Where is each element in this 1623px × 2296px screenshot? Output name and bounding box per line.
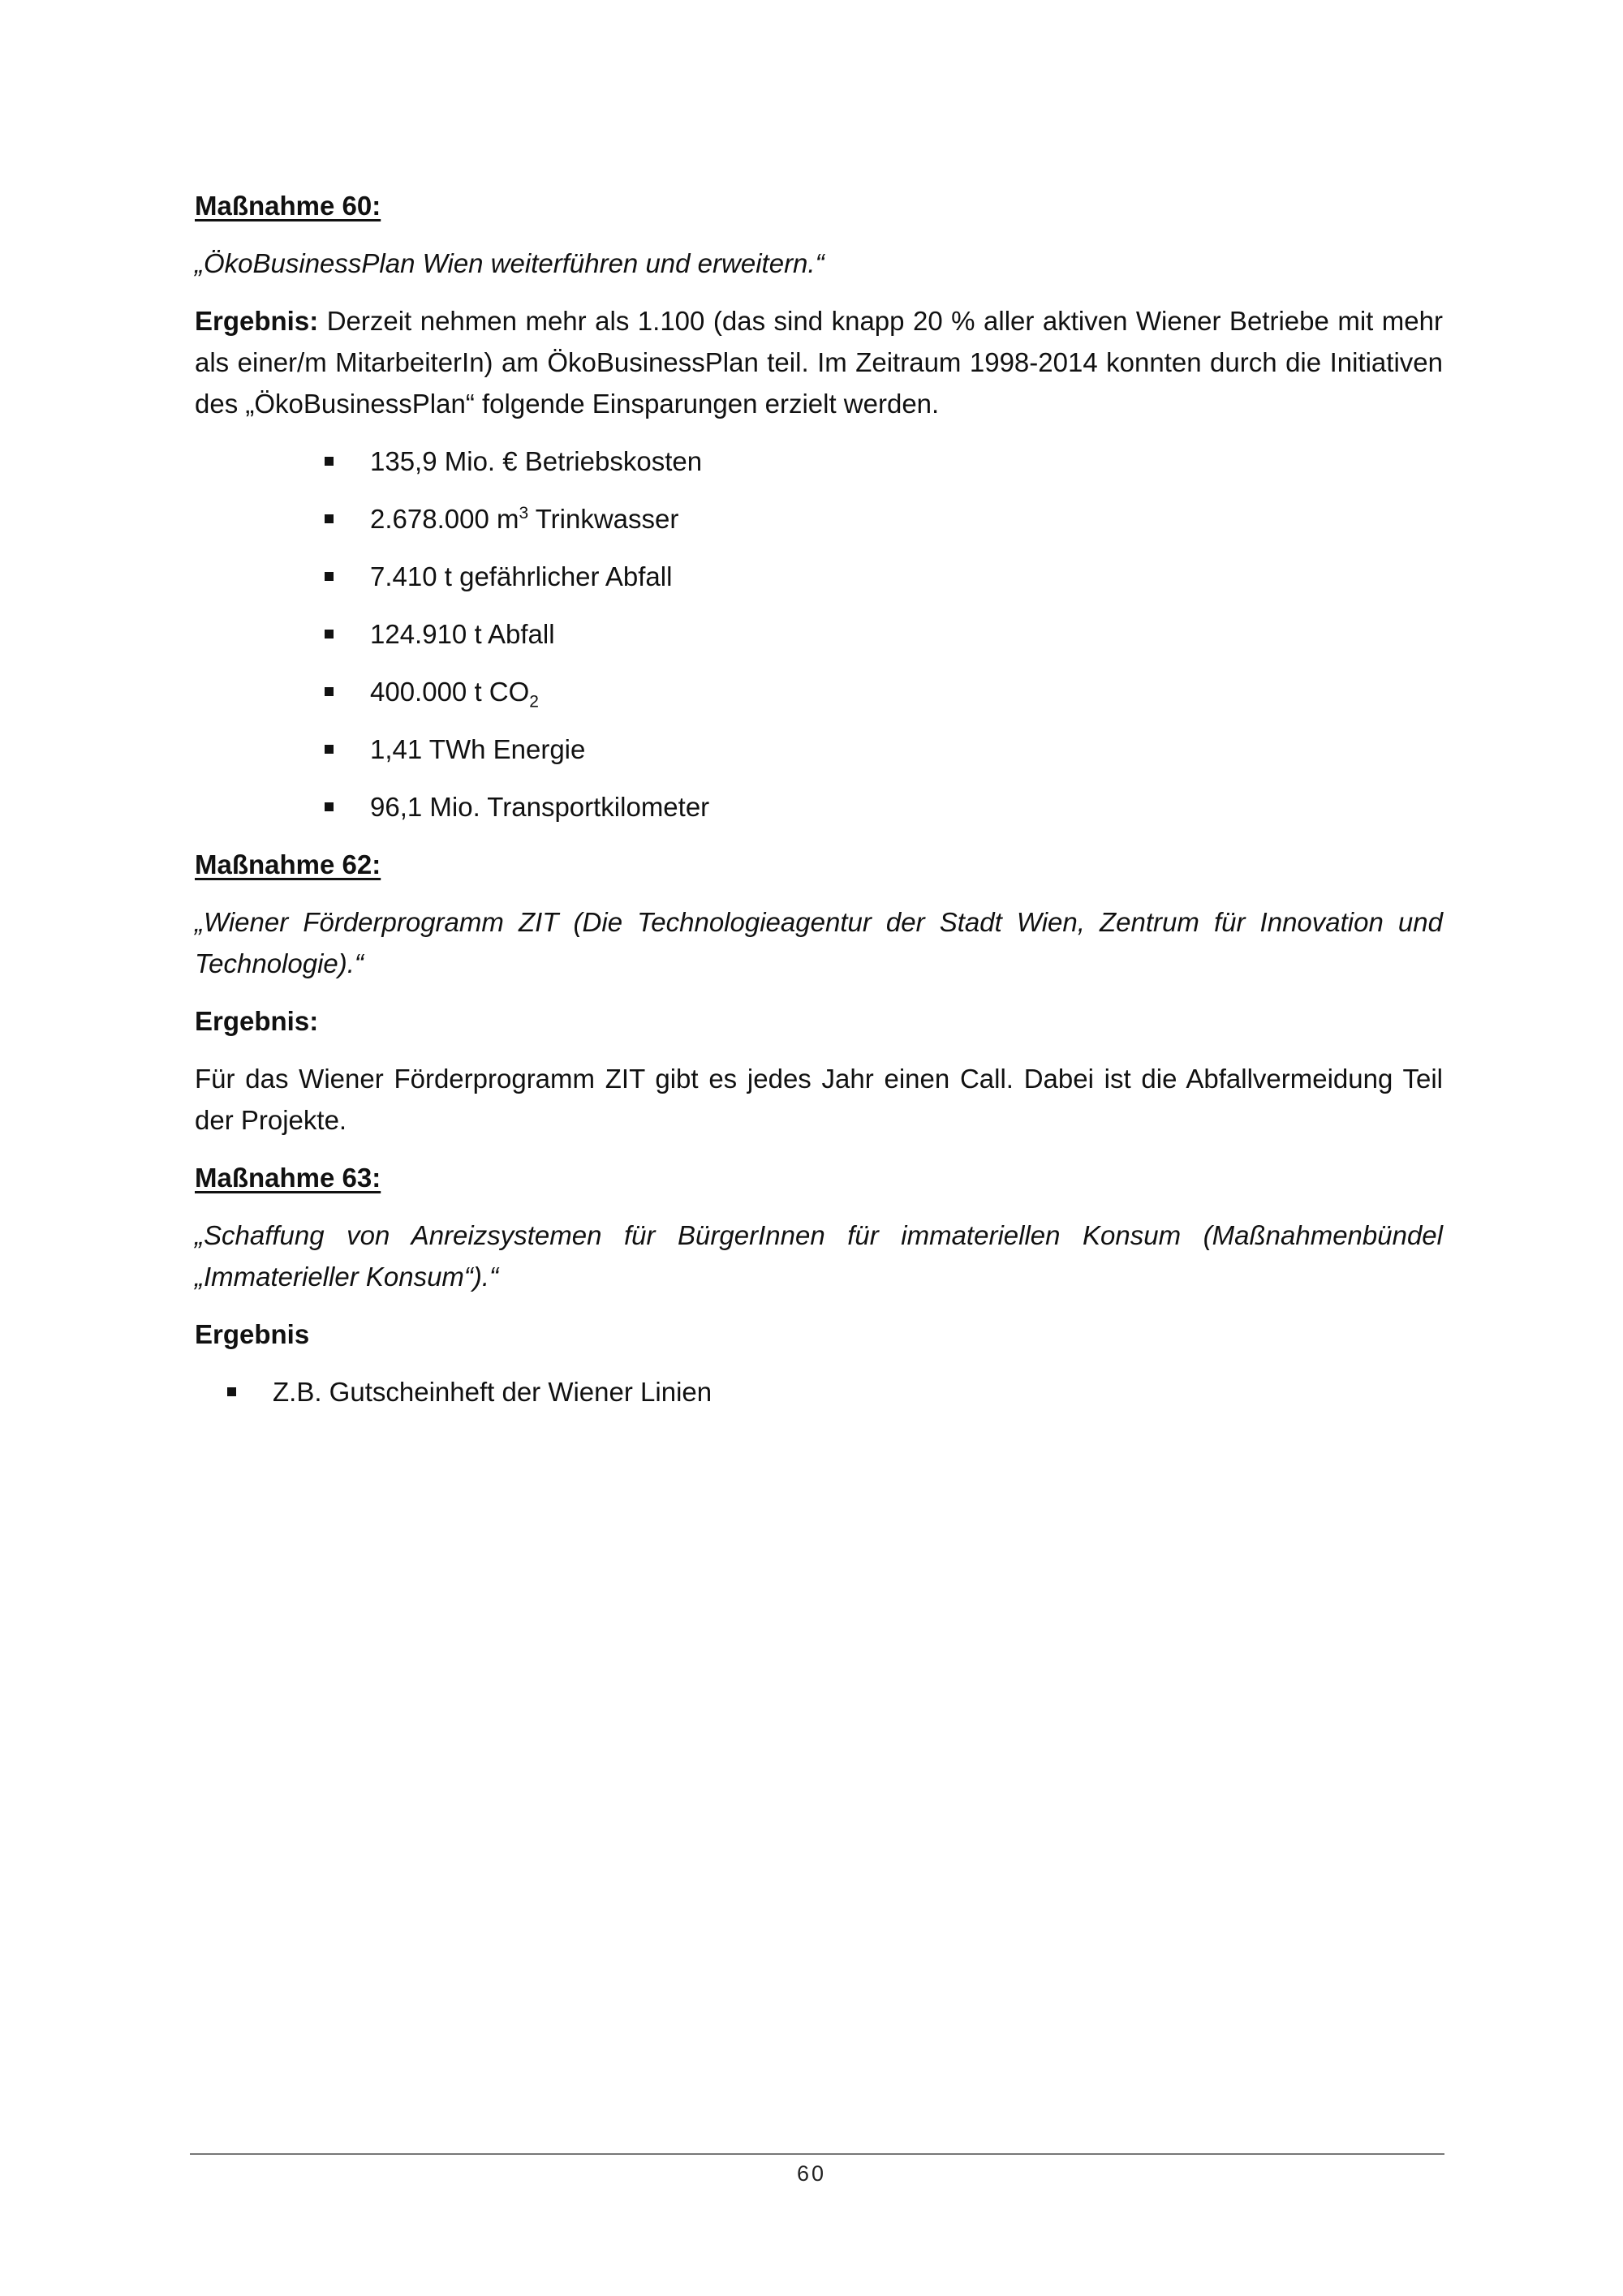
measure-62-quote: „Wiener Förderprogramm ZIT (Die Technologieagentur der Stadt Wien, Zentrum für Innovation und Technologie).“ <box>195 907 1443 978</box>
list-item: 96,1 Mio. Transportkilometer <box>195 786 1443 828</box>
list-item: Z.B. Gutscheinheft der Wiener Linien <box>195 1371 1443 1412</box>
measure-63-result-label: Ergebnis <box>195 1319 310 1349</box>
list-item: 135,9 Mio. € Betriebskosten <box>195 441 1443 482</box>
bullet-icon <box>325 514 334 523</box>
measure-62-heading: Maßnahme 62: <box>195 849 381 879</box>
bullet-icon <box>325 572 334 581</box>
measure-63-heading: Maßnahme 63: <box>195 1163 381 1193</box>
page-content <box>195 185 1443 1412</box>
measure-62-result-label: Ergebnis: <box>195 1006 319 1036</box>
list-item: 400.000 t $CO_2$ <box>195 671 1443 712</box>
measure-62-result-text: Für das Wiener Förderprogramm ZIT gibt es jedes Jahr einen Call. Dabei ist die Abfallvermeidung Teil der Projekte. <box>195 1064 1443 1135</box>
bullet-icon <box>325 802 334 811</box>
measure-63-quote: „Schaffung von Anreizsystemen für BürgerInnen für immateriellen Konsum (Maßnahmenbündel „Immaterieller Konsum“).“ <box>195 1220 1443 1292</box>
measure-60-result <box>195 300 1443 424</box>
list-item: 2.678.000 $m^3$ Trinkwasser <box>195 498 1443 540</box>
measure-63-result-list <box>195 1371 1443 1412</box>
measure-60-heading: Maßnahme 60: <box>195 191 381 221</box>
bullet-icon <box>325 630 334 638</box>
list-item: 124.910 t Abfall <box>195 613 1443 655</box>
measure-60-quote: „ÖkoBusinessPlan Wien weiterführen und erweitern.“ <box>195 248 824 278</box>
footer-divider <box>190 2153 1444 2155</box>
list-item: 7.410 t gefährlicher Abfall <box>195 556 1443 597</box>
bullet-icon <box>325 687 334 696</box>
savings-list <box>195 441 1443 828</box>
bullet-icon <box>227 1387 236 1396</box>
page-number: 60 <box>796 2161 827 2186</box>
bullet-icon <box>325 745 334 754</box>
list-item: 1,41 TWh Energie <box>195 729 1443 770</box>
result-text: Derzeit nehmen mehr als 1.100 (das sind knapp 20 % aller aktiven Wiener Betriebe mit mehr als einer/m MitarbeiterIn) am ÖkoBusinessPlan teil. Im Zeitraum 1998-2014 konnten durch die Initiativen des „ÖkoBusinessPlan“ folgende Einsparungen erzielt werden. <box>195 306 1443 419</box>
bullet-icon <box>325 457 334 466</box>
result-label: Ergebnis: <box>195 306 319 336</box>
